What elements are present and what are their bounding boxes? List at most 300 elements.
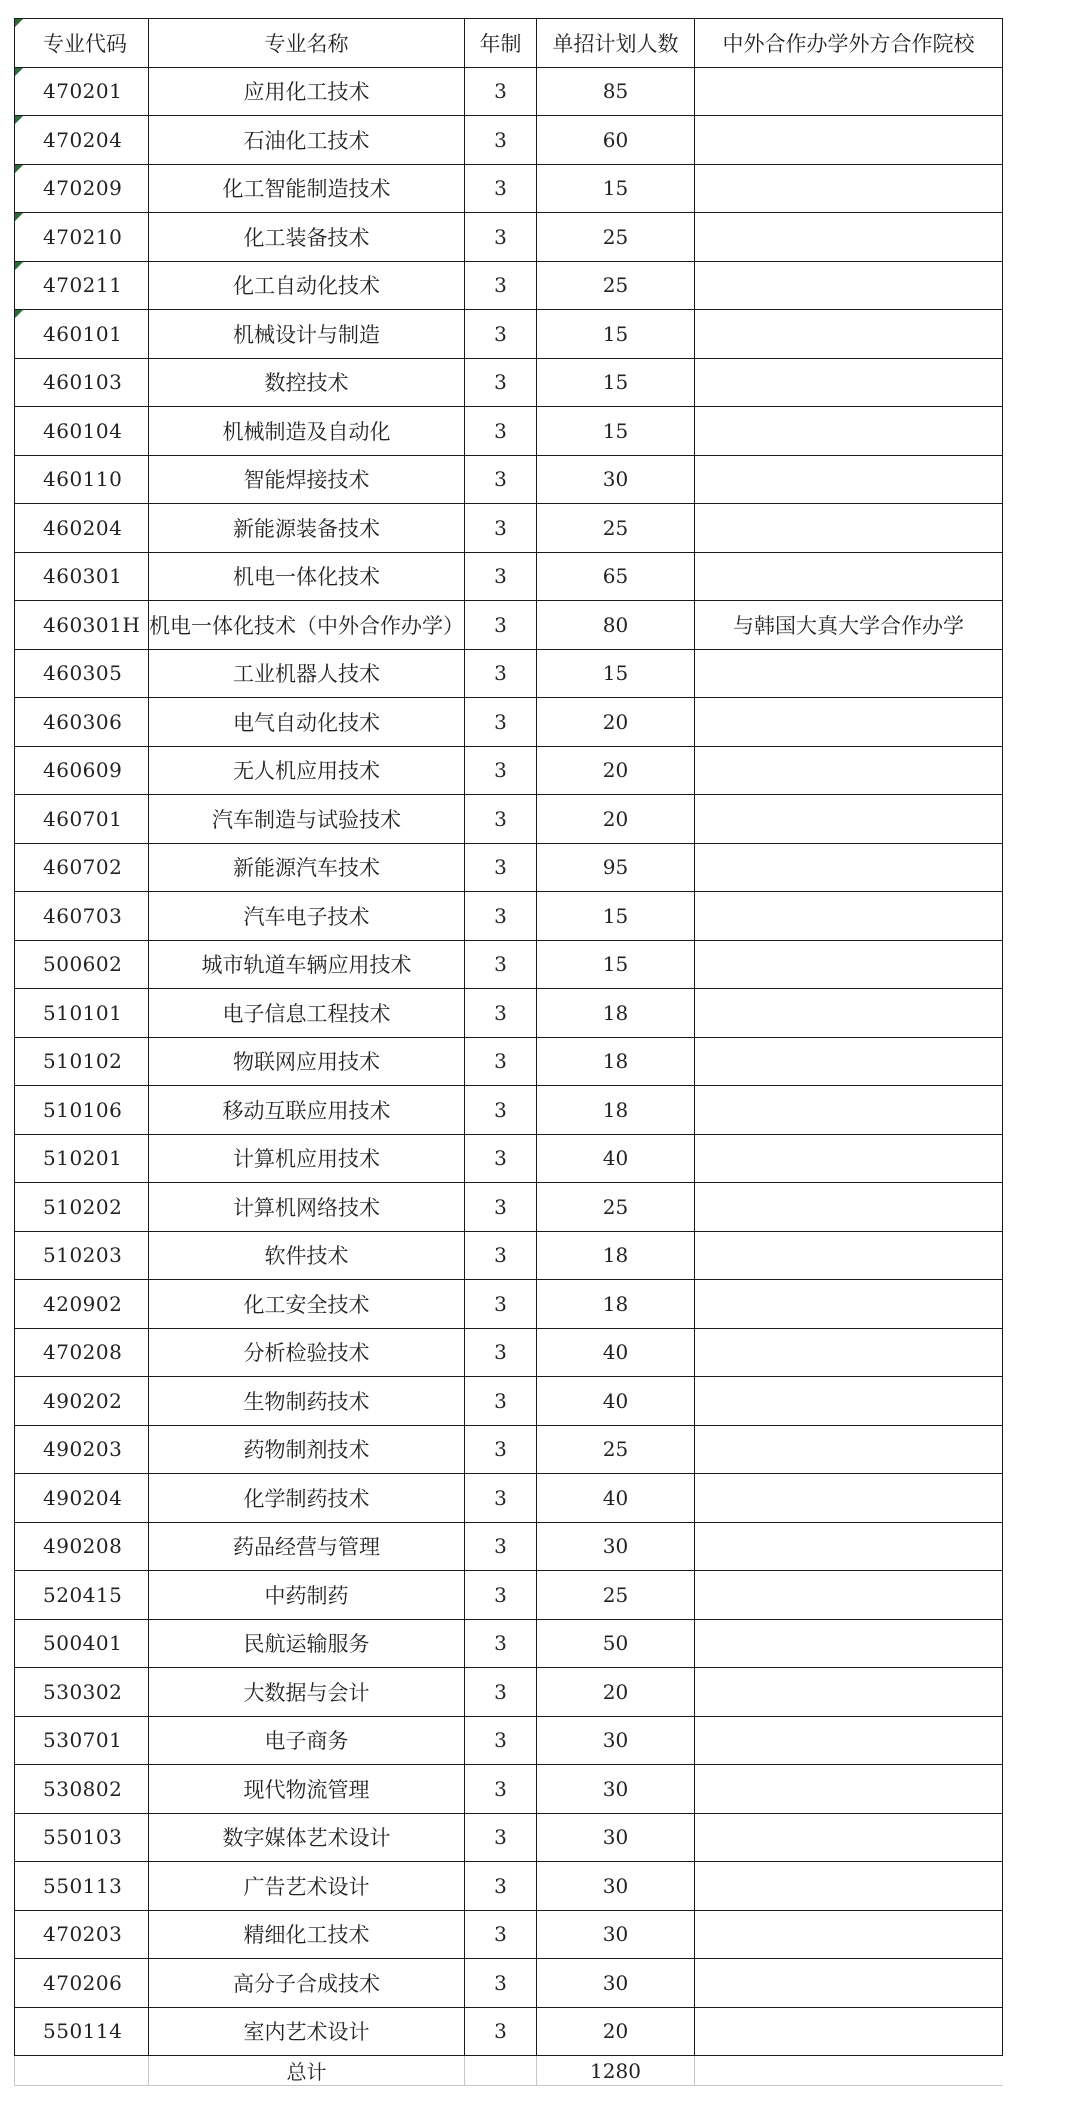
cell-partner[interactable] [695, 116, 1003, 165]
cell-plan[interactable] [537, 310, 695, 359]
cell-name[interactable] [149, 1668, 465, 1717]
cell-name[interactable] [149, 504, 465, 553]
cell-code[interactable] [15, 261, 149, 310]
cell-partner[interactable] [695, 1086, 1003, 1135]
cell-code-text: 550113 [43, 1873, 123, 1898]
header-plan[interactable]: 单招计划人数 [537, 19, 695, 68]
cell-code-text: 550103 [43, 1825, 123, 1850]
cell-partner[interactable] [695, 1571, 1003, 1620]
cell-plan[interactable] [537, 1134, 695, 1183]
cell-years[interactable] [465, 1183, 537, 1232]
cell-years[interactable] [465, 698, 537, 747]
cell-partner[interactable] [695, 1862, 1003, 1911]
cell-code[interactable] [15, 892, 149, 941]
cell-code[interactable] [15, 649, 149, 698]
cell-partner[interactable] [695, 1231, 1003, 1280]
cell-plan-text: 18 [602, 1097, 629, 1122]
cell-code[interactable] [15, 601, 149, 650]
cell-name[interactable] [149, 1910, 465, 1959]
cell-name-text: 机械制造及自动化 [222, 419, 391, 444]
cell-partner[interactable] [695, 1425, 1003, 1474]
cell-name[interactable] [149, 358, 465, 407]
cell-plan-text: 20 [602, 806, 629, 831]
cell-years[interactable] [465, 116, 537, 165]
cell-name[interactable] [149, 1280, 465, 1329]
cell-years[interactable] [465, 1280, 537, 1329]
cell-years[interactable] [465, 552, 537, 601]
cell-years-text: 3 [494, 1873, 507, 1898]
cell-years-text: 3 [494, 758, 507, 783]
cell-plan[interactable] [537, 1280, 695, 1329]
cell-partner[interactable] [695, 261, 1003, 310]
total-label[interactable]: 总计 [149, 2056, 465, 2086]
cell-code[interactable] [15, 407, 149, 456]
cell-years[interactable] [465, 261, 537, 310]
cell-years[interactable] [465, 407, 537, 456]
cell-years[interactable] [465, 1037, 537, 1086]
cell-name-text: 药物制剂技术 [243, 1438, 370, 1463]
cell-name-text: 计算机网络技术 [233, 1195, 380, 1220]
cell-code[interactable] [15, 1280, 149, 1329]
cell-code[interactable] [15, 698, 149, 747]
cell-years[interactable] [465, 67, 537, 116]
cell-name[interactable] [149, 407, 465, 456]
cell-plan[interactable] [537, 746, 695, 795]
cell-years-text: 3 [494, 1631, 507, 1656]
cell-plan[interactable] [537, 2007, 695, 2056]
cell-plan[interactable] [537, 989, 695, 1038]
header-partner[interactable]: 中外合作办学外方合作院校 [695, 19, 1003, 68]
table-row [15, 261, 1003, 310]
cell-name[interactable] [149, 1231, 465, 1280]
cell-code[interactable] [15, 1183, 149, 1232]
cell-years[interactable] [465, 1619, 537, 1668]
cell-plan-text: 30 [602, 467, 629, 492]
cell-code[interactable] [15, 1134, 149, 1183]
cell-plan[interactable] [537, 940, 695, 989]
cell-name[interactable] [149, 310, 465, 359]
cell-code[interactable] [15, 1328, 149, 1377]
cell-name-text: 化学制药技术 [243, 1486, 370, 1511]
cell-name[interactable] [149, 1183, 465, 1232]
cell-plan[interactable] [537, 1668, 695, 1717]
cell-code[interactable] [15, 1862, 149, 1911]
cell-partner[interactable] [695, 1134, 1003, 1183]
cell-code[interactable] [15, 843, 149, 892]
cell-plan-text: 40 [602, 1146, 629, 1171]
cell-plan[interactable] [537, 1231, 695, 1280]
cell-years[interactable] [465, 1474, 537, 1523]
cell-years[interactable] [465, 164, 537, 213]
cell-years[interactable] [465, 504, 537, 553]
cell-name[interactable] [149, 67, 465, 116]
table-row [15, 1134, 1003, 1183]
total-value[interactable]: 1280 [537, 2056, 695, 2086]
cell-partner[interactable] [695, 504, 1003, 553]
cell-years-text: 3 [494, 224, 507, 249]
cell-years[interactable] [465, 892, 537, 941]
cell-plan[interactable] [537, 1959, 695, 2008]
cell-plan[interactable] [537, 1619, 695, 1668]
cell-code[interactable] [15, 1037, 149, 1086]
cell-name[interactable] [149, 455, 465, 504]
table-row [15, 1183, 1003, 1232]
enrollment-plan-table [14, 18, 1003, 2086]
cell-name[interactable] [149, 164, 465, 213]
table-row [15, 1959, 1003, 2008]
cell-code[interactable] [15, 310, 149, 359]
cell-plan[interactable] [537, 843, 695, 892]
cell-name[interactable] [149, 1522, 465, 1571]
cell-name-text: 化工安全技术 [243, 1292, 370, 1317]
cell-years[interactable] [465, 1813, 537, 1862]
cell-code-text: 490208 [43, 1534, 123, 1559]
cell-partner[interactable] [695, 1522, 1003, 1571]
table-row [15, 746, 1003, 795]
table-row [15, 1280, 1003, 1329]
cell-years-text: 3 [494, 952, 507, 977]
cell-plan[interactable] [537, 552, 695, 601]
cell-years[interactable] [465, 1328, 537, 1377]
cell-partner[interactable] [695, 1716, 1003, 1765]
cell-code-text: 470206 [43, 1970, 123, 1995]
cell-plan-text: 30 [602, 1825, 629, 1850]
cell-code[interactable] [15, 552, 149, 601]
cell-plan[interactable] [537, 67, 695, 116]
cell-partner[interactable] [695, 310, 1003, 359]
total-row [15, 2056, 1003, 2086]
cell-plan[interactable] [537, 1328, 695, 1377]
cell-plan-text: 30 [602, 1970, 629, 1995]
cell-partner[interactable] [695, 1037, 1003, 1086]
cell-name[interactable] [149, 1571, 465, 1620]
cell-name[interactable] [149, 1813, 465, 1862]
cell-name[interactable] [149, 1328, 465, 1377]
cell-code[interactable] [15, 1571, 149, 1620]
cell-code[interactable] [15, 164, 149, 213]
cell-plan-text: 50 [602, 1631, 629, 1656]
table-row [15, 1037, 1003, 1086]
header-row [15, 19, 1003, 68]
cell-plan[interactable] [537, 649, 695, 698]
cell-code[interactable] [15, 1813, 149, 1862]
cell-plan-text: 65 [602, 564, 629, 589]
enrollment-plan-sheet [14, 18, 1003, 2086]
table-row [15, 1910, 1003, 1959]
cell-partner[interactable] [695, 2007, 1003, 2056]
cell-partner[interactable] [695, 649, 1003, 698]
cell-partner[interactable] [695, 358, 1003, 407]
cell-code-text: 460301H [43, 612, 141, 637]
cell-code[interactable] [15, 1668, 149, 1717]
cell-partner[interactable] [695, 746, 1003, 795]
cell-years[interactable] [465, 1134, 537, 1183]
cell-name[interactable] [149, 1959, 465, 2008]
cell-partner[interactable] [695, 1668, 1003, 1717]
cell-years-text: 3 [494, 1388, 507, 1413]
cell-name-text: 中药制药 [264, 1583, 349, 1608]
cell-code-text: 470204 [43, 127, 123, 152]
cell-partner[interactable] [695, 698, 1003, 747]
cell-years-text: 3 [494, 1534, 507, 1559]
cell-partner[interactable] [695, 455, 1003, 504]
cell-plan[interactable] [537, 1522, 695, 1571]
total-empty-cell[interactable] [15, 2056, 149, 2086]
cell-plan[interactable] [537, 1474, 695, 1523]
cell-plan-text: 18 [602, 1049, 629, 1074]
cell-code[interactable] [15, 1086, 149, 1135]
cell-years-text: 3 [494, 1000, 507, 1025]
cell-plan-text: 18 [602, 1243, 629, 1268]
cell-plan[interactable] [537, 1813, 695, 1862]
cell-plan[interactable] [537, 698, 695, 747]
cell-years[interactable] [465, 746, 537, 795]
cell-code[interactable] [15, 1377, 149, 1426]
cell-code-text: 460701 [43, 806, 123, 831]
cell-plan[interactable] [537, 164, 695, 213]
cell-years[interactable] [465, 795, 537, 844]
cell-years[interactable] [465, 1377, 537, 1426]
cell-partner[interactable] [695, 407, 1003, 456]
cell-partner[interactable] [695, 67, 1003, 116]
cell-name[interactable] [149, 892, 465, 941]
cell-plan-text: 15 [602, 952, 629, 977]
cell-name[interactable] [149, 1425, 465, 1474]
cell-code-text: 490203 [43, 1437, 123, 1462]
cell-code[interactable] [15, 1716, 149, 1765]
cell-years[interactable] [465, 1425, 537, 1474]
cell-years-text: 3 [494, 806, 507, 831]
cell-name-text: 电子信息工程技术 [222, 1001, 391, 1026]
cell-years[interactable] [465, 1086, 537, 1135]
cell-years[interactable] [465, 1571, 537, 1620]
cell-name[interactable] [149, 795, 465, 844]
cell-code-text: 460101 [43, 321, 123, 346]
cell-plan-text: 15 [602, 661, 629, 686]
cell-name-text: 电气自动化技术 [233, 710, 380, 735]
cell-plan[interactable] [537, 116, 695, 165]
cell-code[interactable] [15, 116, 149, 165]
cell-plan[interactable] [537, 1571, 695, 1620]
cell-name[interactable] [149, 1474, 465, 1523]
cell-name[interactable] [149, 1134, 465, 1183]
cell-plan[interactable] [537, 1716, 695, 1765]
cell-code-text: 460702 [43, 855, 123, 880]
cell-years[interactable] [465, 1716, 537, 1765]
cell-name-text: 物联网应用技术 [233, 1050, 380, 1075]
table-row [15, 1328, 1003, 1377]
cell-years[interactable] [465, 455, 537, 504]
cell-name-text: 高分子合成技术 [233, 1971, 380, 1996]
header-code[interactable]: 专业代码 [15, 19, 149, 68]
cell-code[interactable] [15, 795, 149, 844]
cell-partner[interactable] [695, 795, 1003, 844]
cell-years[interactable] [465, 1522, 537, 1571]
cell-plan[interactable] [537, 1377, 695, 1426]
cell-years[interactable] [465, 2007, 537, 2056]
cell-plan-text: 20 [602, 758, 629, 783]
cell-code[interactable] [15, 1959, 149, 2008]
cell-partner[interactable] [695, 892, 1003, 941]
cell-plan[interactable] [537, 1425, 695, 1474]
cell-plan[interactable] [537, 1037, 695, 1086]
cell-years[interactable] [465, 1910, 537, 1959]
cell-years-text: 3 [494, 273, 507, 298]
cell-name[interactable] [149, 989, 465, 1038]
cell-years-text: 3 [494, 1049, 507, 1074]
cell-code[interactable] [15, 213, 149, 262]
cell-name[interactable] [149, 940, 465, 989]
cell-plan[interactable] [537, 1086, 695, 1135]
cell-partner[interactable] [695, 1619, 1003, 1668]
cell-name-text: 广告艺术设计 [243, 1874, 370, 1899]
cell-plan[interactable] [537, 892, 695, 941]
cell-code-text: 530701 [43, 1728, 123, 1753]
cell-partner[interactable] [695, 1813, 1003, 1862]
cell-name[interactable] [149, 1765, 465, 1814]
cell-code-text: 460104 [43, 418, 123, 443]
cell-code[interactable] [15, 504, 149, 553]
cell-code[interactable] [15, 2007, 149, 2056]
table-row [15, 1716, 1003, 1765]
cell-code[interactable] [15, 1474, 149, 1523]
cell-plan[interactable] [537, 1765, 695, 1814]
total-spacer[interactable] [465, 2056, 537, 2086]
cell-name-text: 软件技术 [264, 1244, 349, 1269]
cell-code[interactable] [15, 940, 149, 989]
cell-name[interactable] [149, 1037, 465, 1086]
cell-plan-text: 15 [602, 370, 629, 395]
cell-partner[interactable] [695, 1280, 1003, 1329]
cell-plan-text: 25 [602, 1582, 629, 1607]
cell-name[interactable] [149, 1862, 465, 1911]
cell-plan-text: 15 [602, 321, 629, 346]
cell-name[interactable] [149, 843, 465, 892]
cell-name[interactable] [149, 552, 465, 601]
cell-code-text: 460306 [43, 709, 123, 734]
cell-partner[interactable] [695, 601, 1003, 650]
cell-plan[interactable] [537, 213, 695, 262]
cell-partner[interactable] [695, 1183, 1003, 1232]
cell-code[interactable] [15, 1231, 149, 1280]
cell-partner[interactable] [695, 1474, 1003, 1523]
cell-plan[interactable] [537, 261, 695, 310]
cell-name[interactable] [149, 1619, 465, 1668]
cell-partner[interactable] [695, 1959, 1003, 2008]
cell-name[interactable] [149, 2007, 465, 2056]
cell-plan[interactable] [537, 455, 695, 504]
cell-plan[interactable] [537, 358, 695, 407]
cell-years[interactable] [465, 1862, 537, 1911]
cell-partner[interactable] [695, 989, 1003, 1038]
cell-name[interactable] [149, 649, 465, 698]
cell-partner[interactable] [695, 1910, 1003, 1959]
cell-code[interactable] [15, 358, 149, 407]
cell-plan[interactable] [537, 1910, 695, 1959]
cell-years[interactable] [465, 843, 537, 892]
cell-code-text: 470211 [43, 273, 123, 298]
cell-name[interactable] [149, 1716, 465, 1765]
cell-years[interactable] [465, 1231, 537, 1280]
cell-name[interactable] [149, 746, 465, 795]
cell-code[interactable] [15, 1522, 149, 1571]
cell-code[interactable] [15, 455, 149, 504]
cell-plan[interactable] [537, 601, 695, 650]
table-row [15, 1231, 1003, 1280]
cell-years[interactable] [465, 213, 537, 262]
cell-years-text: 3 [494, 564, 507, 589]
cell-partner[interactable] [695, 1765, 1003, 1814]
cell-code[interactable] [15, 746, 149, 795]
cell-name-text: 现代物流管理 [243, 1777, 370, 1802]
total-empty-cell-2[interactable] [695, 2056, 1003, 2086]
cell-years[interactable] [465, 989, 537, 1038]
cell-name-text: 应用化工技术 [243, 80, 370, 105]
header-years[interactable]: 年制 [465, 19, 537, 68]
cell-code[interactable] [15, 989, 149, 1038]
cell-name[interactable] [149, 698, 465, 747]
cell-name[interactable] [149, 213, 465, 262]
cell-years[interactable] [465, 601, 537, 650]
cell-plan[interactable] [537, 795, 695, 844]
cell-plan-text: 30 [602, 1534, 629, 1559]
cell-name-text: 智能焊接技术 [243, 468, 370, 493]
header-name[interactable]: 专业名称 [149, 19, 465, 68]
cell-plan[interactable] [537, 1183, 695, 1232]
cell-plan[interactable] [537, 504, 695, 553]
cell-name[interactable] [149, 261, 465, 310]
cell-plan-text: 40 [602, 1340, 629, 1365]
table-row [15, 1619, 1003, 1668]
cell-partner[interactable] [695, 843, 1003, 892]
table-row [15, 795, 1003, 844]
cell-code[interactable] [15, 1619, 149, 1668]
cell-years-text: 3 [494, 1970, 507, 1995]
cell-code[interactable] [15, 1425, 149, 1474]
cell-name[interactable] [149, 116, 465, 165]
cell-partner[interactable] [695, 164, 1003, 213]
cell-name[interactable] [149, 1086, 465, 1135]
cell-name-text: 汽车制造与试验技术 [212, 807, 401, 832]
cell-partner[interactable] [695, 213, 1003, 262]
cell-years[interactable] [465, 940, 537, 989]
table-row [15, 1765, 1003, 1814]
table-row [15, 1862, 1003, 1911]
cell-name[interactable] [149, 601, 465, 650]
cell-code[interactable] [15, 67, 149, 116]
cell-years[interactable] [465, 1668, 537, 1717]
cell-years[interactable] [465, 649, 537, 698]
cell-years[interactable] [465, 1765, 537, 1814]
cell-years[interactable] [465, 358, 537, 407]
cell-years[interactable] [465, 1959, 537, 2008]
cell-plan[interactable] [537, 407, 695, 456]
cell-plan[interactable] [537, 1862, 695, 1911]
cell-partner[interactable] [695, 940, 1003, 989]
cell-partner[interactable] [695, 1377, 1003, 1426]
cell-name[interactable] [149, 1377, 465, 1426]
cell-code-text: 500602 [43, 952, 123, 977]
cell-partner[interactable] [695, 552, 1003, 601]
cell-code[interactable] [15, 1910, 149, 1959]
cell-plan-text: 15 [602, 903, 629, 928]
table-row [15, 892, 1003, 941]
cell-code-text: 460609 [43, 758, 123, 783]
cell-code[interactable] [15, 1765, 149, 1814]
cell-years[interactable] [465, 310, 537, 359]
cell-code-text: 460110 [43, 467, 123, 492]
cell-partner[interactable] [695, 1328, 1003, 1377]
